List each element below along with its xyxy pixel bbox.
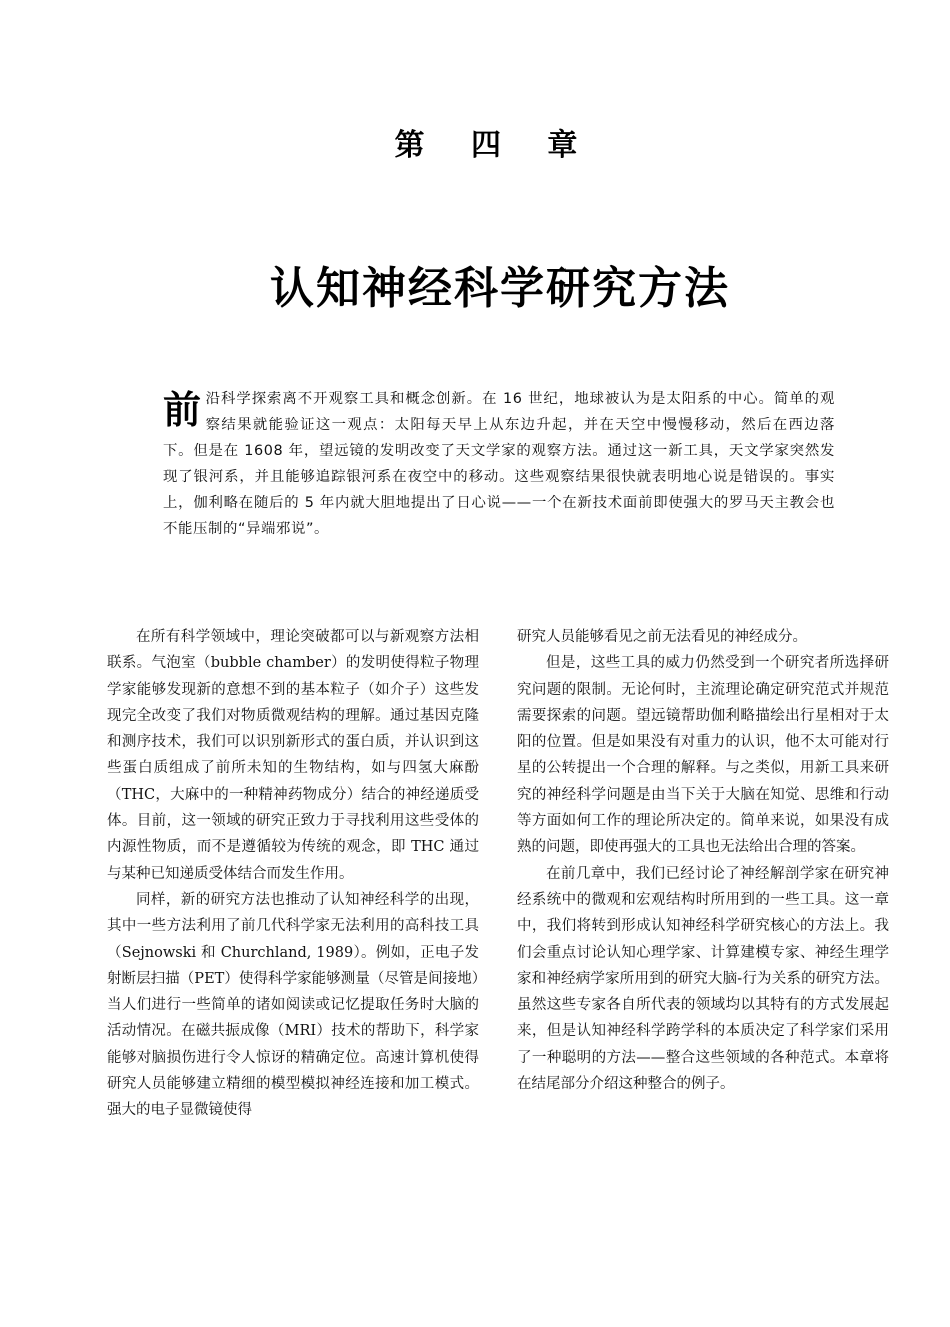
body-column-left	[107, 624, 479, 1124]
body-paragraph: 在前几章中，我们已经讨论了神经解剖学家在研究神经系统中的微观和宏观结构时所用到的一些工具。这一章中，我们将转到形成认知神经科学研究核心的方法上。我们会重点讨论认知心理学家、计算建模专家、神经生理学家和神经病学家所用到的研究大脑-行为关系的研究方法。虽然这些专家各自所代表的领域均以其特有的方式发展起来，但是认知神经科学跨学科的本质决定了科学家们采用了一种聪明的方法——整合这些领域的各种范式。本章将在结尾部分介绍这种整合的例子。	[517, 865, 889, 1093]
body-column-right	[517, 624, 889, 1097]
chapter-title: 认知神经科学研究方法	[270, 263, 730, 314]
chapter-number: 第 四 章	[394, 128, 596, 163]
body-paragraph: 同样，新的研究方法也推动了认知神经科学的出现，其中一些方法利用了前几代科学家无法利用的高科技工具（Sejnowski 和 Churchland, 1989）。例如，正电子发射断层扫描（PET）使得科学家能够测量（尽管是间接地）当人们进行一些简单的诸如阅读或记忆提取任务时大脑的活动情况。在磁共振成像（MRI）技术的帮助下，科学家能够对脑损伤进行令人惊讶的精确定位。高速计算机使得研究人员能够建立精细的模型模拟神经连接和加工模式。强大的电子显微镜使得	[107, 891, 479, 1119]
drop-cap: 前	[163, 388, 202, 432]
body-paragraph-continuation: 研究人员能够看见之前无法看见的神经成分。	[517, 629, 807, 645]
intro-text: 沿科学探索离不开观察工具和概念创新。在 16 世纪，地球被认为是太阳系的中心。简单的观察结果就能验证这一观点：太阳每天早上从东边升起，并在天空中慢慢移动，然后在西边落下。但是在 1608 年，望远镜的发明改变了天文学家的观察方法。通过这一新工具，天文学家突然发现了银河系，并且能够追踪银河系在夜空中的移动。这些观察结果很快就表明地心说是错误的。事实上，伽利略在随后的 5 年内就大胆地提出了日心说——一个在新技术面前即使强大的罗马天主教会也不能压制的“异端邪说”。	[163, 391, 835, 537]
body-paragraph: 在所有科学领域中，理论突破都可以与新观察方法相联系。气泡室（bubble chamber）的发明使得粒子物理学家能够发现新的意想不到的基本粒子（如介子）这些发现完全改变了我们对物质微观结构的理解。通过基因克隆和测序技术，我们可以识别新形式的蛋白质，并认识到这些蛋白质组成了前所未知的生物结构，如与四氢大麻酚（THC，大麻中的一种精神药物成分）结合的神经递质受体。目前，这一领域的研究正致力于寻找利用这些受体的内源性物质，而不是遵循较为传统的观念，即 THC 通过与某种已知递质受体结合而发生作用。	[107, 629, 479, 882]
intro-paragraph	[163, 386, 835, 542]
body-paragraph: 但是，这些工具的威力仍然受到一个研究者所选择研究问题的限制。无论何时，主流理论确定研究范式并规范需要探索的问题。望远镜帮助伽利略描绘出行星相对于太阳的位置。但是如果没有对重力的认识，他不太可能对行星的公转提出一个合理的解释。与之类似，用新工具来研究的神经科学问题是由当下关于大脑在知觉、思维和行动等方面如何工作的理论所决定的。简单来说，如果没有成熟的问题，即使再强大的工具也无法给出合理的答案。	[517, 655, 889, 856]
